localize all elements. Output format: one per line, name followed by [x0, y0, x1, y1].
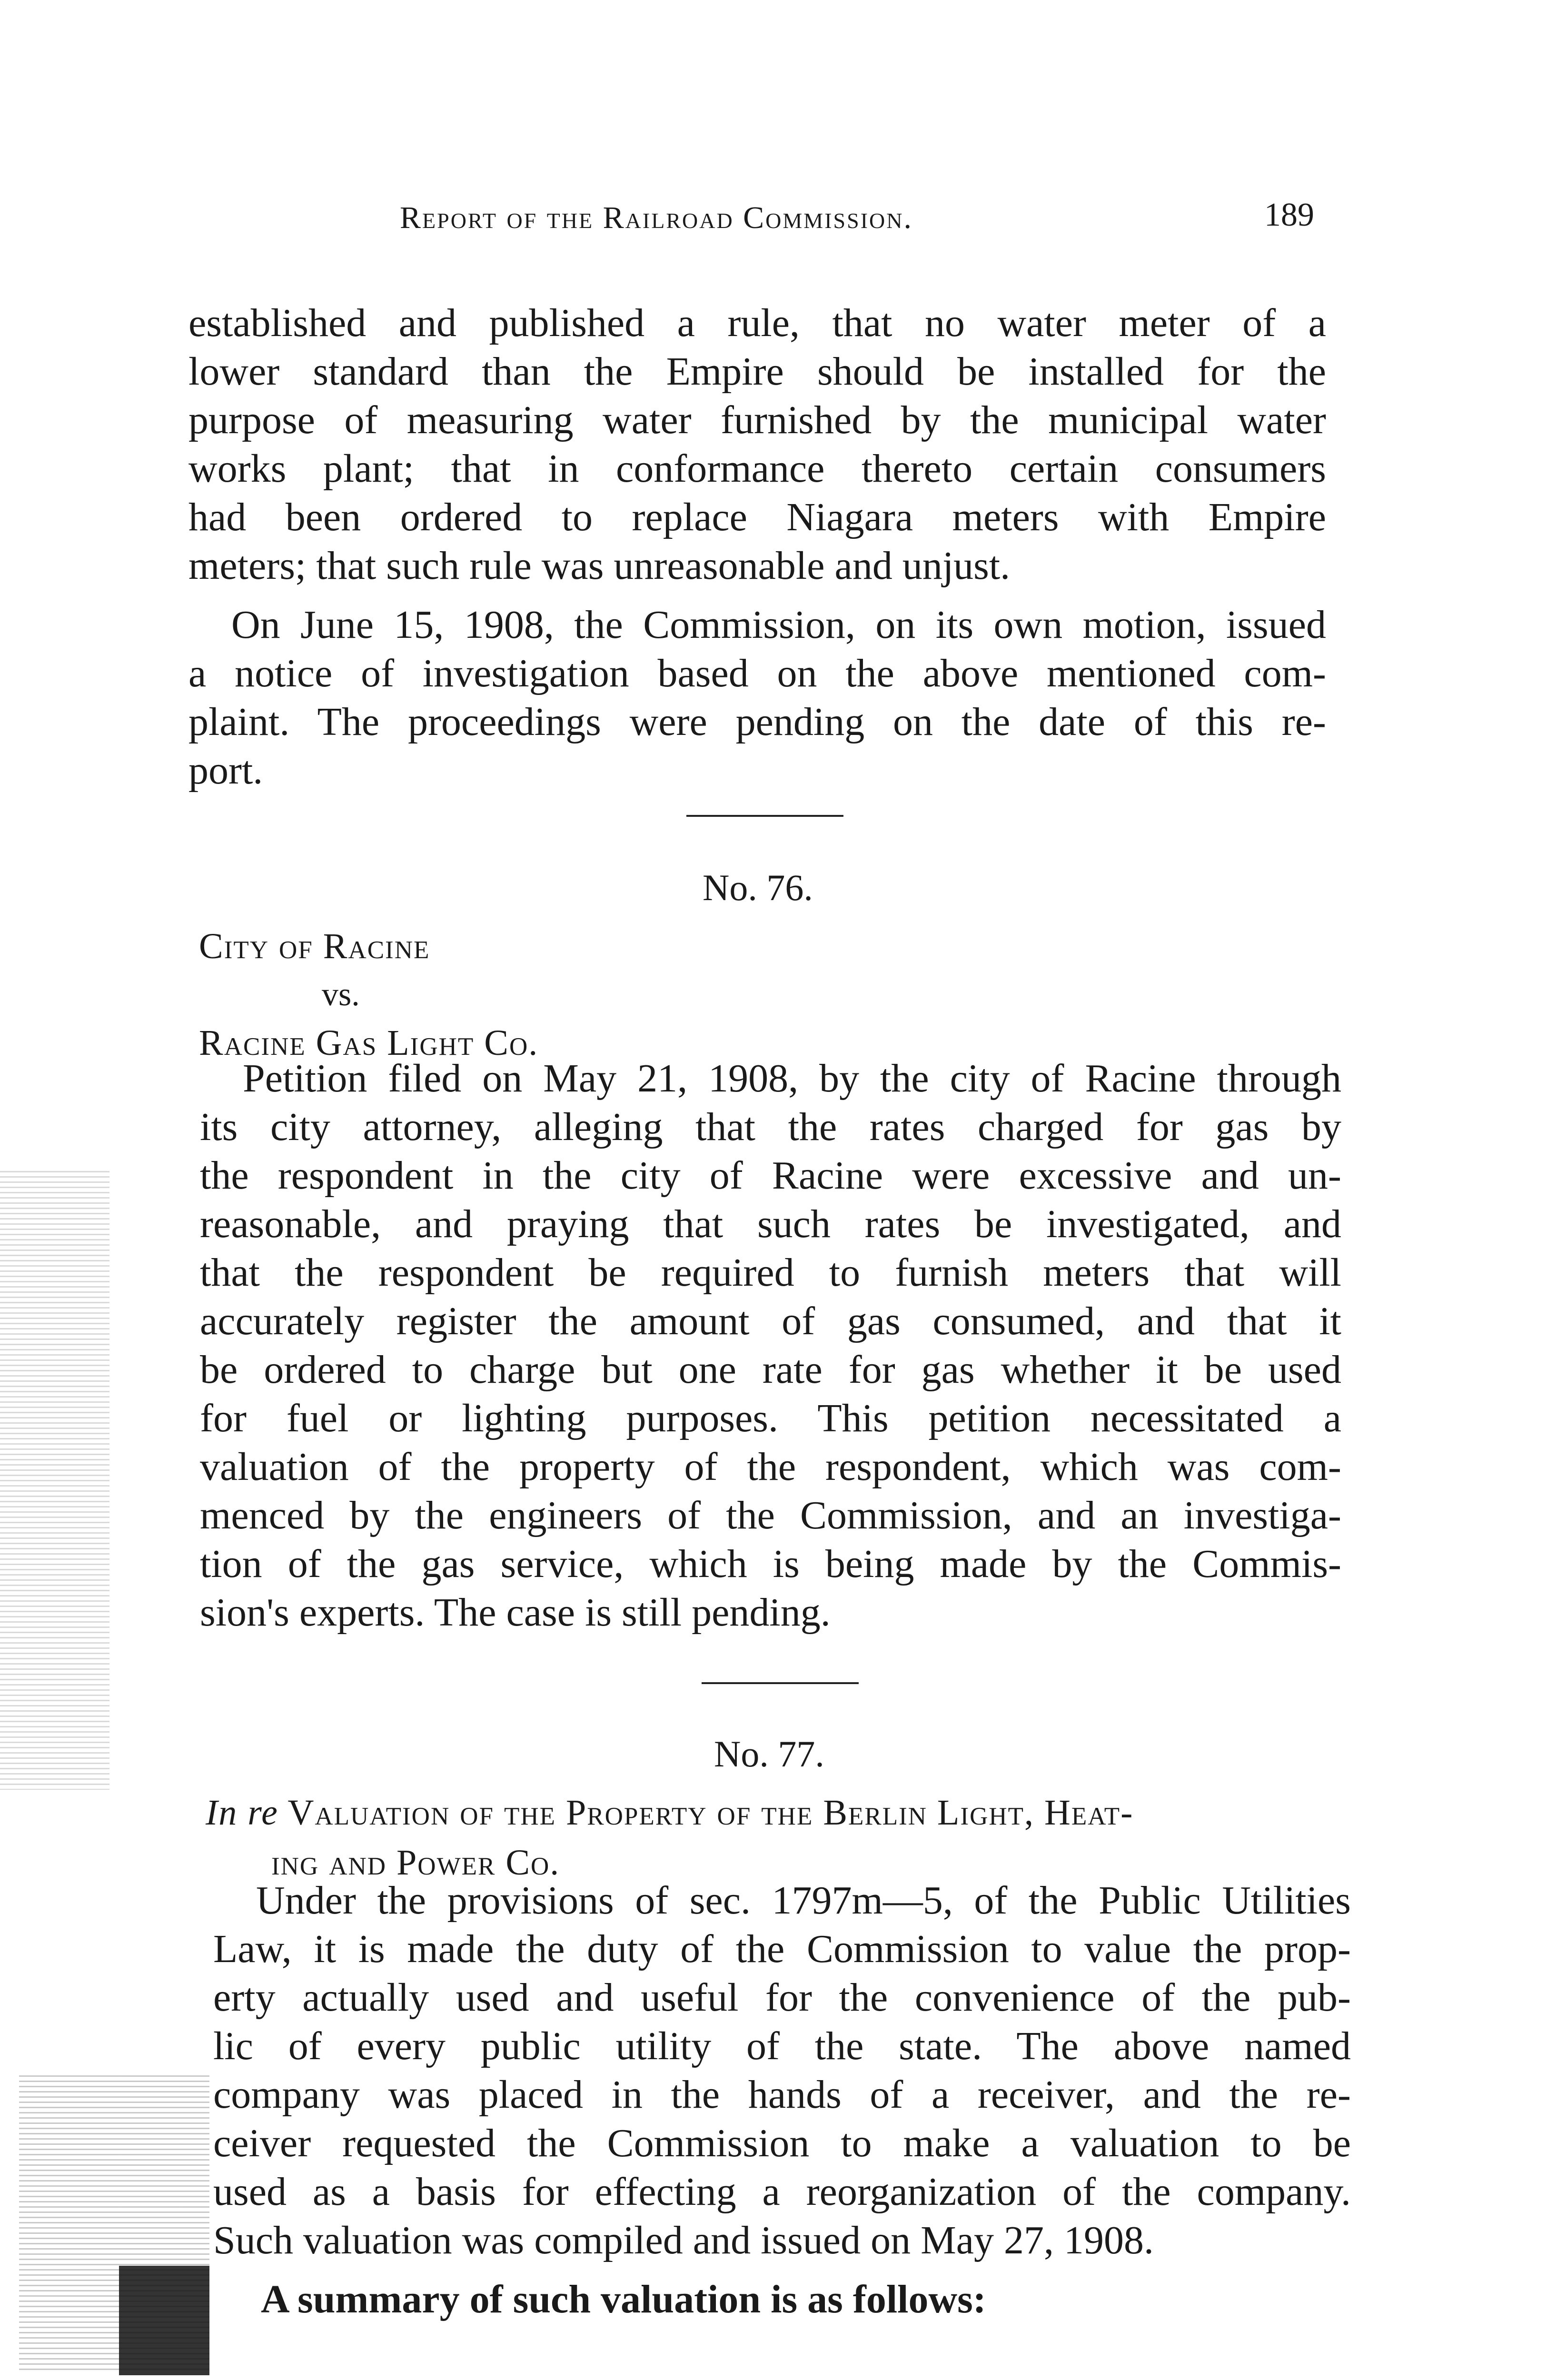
case-plaintiff: City of Racine [199, 926, 430, 966]
case-versus: vs. [322, 976, 360, 1013]
case-number-77: No. 77. [714, 1733, 824, 1775]
text-line: that the respondent be required to furnish meters that will [200, 1250, 1341, 1295]
case77-caption-line2: ing and Power Co. [271, 1843, 560, 1883]
page-number: 189 [1264, 197, 1314, 233]
text-line: meters; that such rule was unreasonable and unjust. [188, 544, 1011, 588]
text-line: had been ordered to replace Niagara meters with Empire [188, 495, 1326, 539]
text-line: menced by the engineers of the Commission, and an investiga- [200, 1493, 1341, 1537]
section-divider [686, 815, 843, 817]
text-line: company was placed in the hands of a receiver, and the re- [213, 2073, 1351, 2117]
text-line: its city attorney, alleging that the rates charged for gas by [200, 1105, 1341, 1149]
scan-dark-patch [119, 2266, 209, 2375]
text-line: erty actually used and useful for the convenience of the pub- [213, 1975, 1351, 2020]
case77-caption-text: Valuation of the Property of the Berlin Light, Heat- [287, 1793, 1134, 1833]
text-line: Under the provisions of sec. 1797m—5, of the Public Utilities [256, 1878, 1351, 1923]
text-line: established and published a rule, that no water meter of a [188, 301, 1326, 345]
case76-paragraph [200, 1054, 1341, 1637]
text-line: purpose of measuring water furnished by the municipal water [188, 398, 1326, 442]
text-line: a notice of investigation based on the above mentioned com- [188, 651, 1326, 695]
text-line: used as a basis for effecting a reorganization of the company. [213, 2170, 1351, 2214]
case77-paragraph [213, 1876, 1351, 2265]
text-line: be ordered to charge but one rate for gas whether it be used [200, 1348, 1341, 1392]
text-line: for fuel or lighting purposes. This petition necessitated a [200, 1396, 1341, 1440]
text-line: accurately register the amount of gas consumed, and that it [200, 1299, 1341, 1343]
section-divider [702, 1682, 859, 1684]
text-line: reasonable, and praying that such rates be investigated, and [200, 1202, 1341, 1246]
text-line: the respondent in the city of Racine were excessive and un- [200, 1153, 1341, 1198]
case-number-76: No. 76. [703, 867, 813, 908]
text-line: plaint. The proceedings were pending on the date of this re- [188, 700, 1326, 744]
text-line: works plant; that in conformance thereto certain consumers [188, 446, 1326, 491]
text-line: On June 15, 1908, the Commission, on its own motion, issued [231, 603, 1326, 647]
text-line: Such valuation was compiled and issued on May 27, 1908. [213, 2218, 1154, 2262]
text-line: lic of every public utility of the state. The above named [213, 2024, 1351, 2068]
running-title: Report of the Railroad Commission. [400, 200, 913, 235]
case-defendant: Racine Gas Light Co. [199, 1023, 539, 1063]
summary-lead-in: A summary of such valuation is as follows: [261, 2277, 986, 2321]
intro-paragraph [188, 299, 1326, 590]
text-line: lower standard than the Empire should be installed for the [188, 349, 1326, 394]
intro-paragraph-2 [188, 601, 1326, 795]
text-line: port. [188, 748, 263, 793]
in-re-label: In re [206, 1793, 278, 1833]
case77-caption-line1 [206, 1792, 1133, 1834]
text-line: ceiver requested the Commission to make a valuation to be [213, 2121, 1351, 2165]
text-line: tion of the gas service, which is being made by the Commis- [200, 1542, 1341, 1586]
text-line: sion's experts. The case is still pending. [200, 1590, 831, 1635]
text-line: Law, it is made the duty of the Commission to value the prop- [213, 1927, 1351, 1971]
text-line: Petition filed on May 21, 1908, by the city of Racine through [243, 1056, 1341, 1101]
scan-speckle [0, 1171, 109, 1790]
text-line: valuation of the property of the respondent, which was com- [200, 1445, 1341, 1489]
